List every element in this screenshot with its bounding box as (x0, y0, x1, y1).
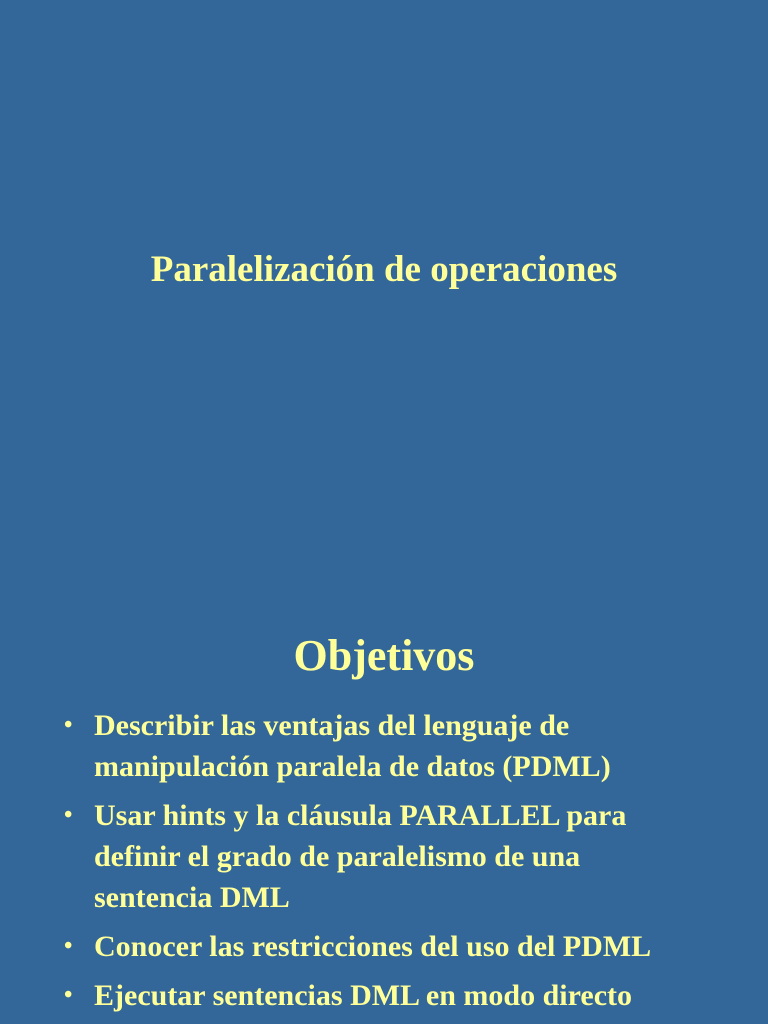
bullet-text (94, 795, 742, 918)
list-item (62, 795, 742, 918)
list-item (62, 975, 742, 1016)
bullet-line: Usar hints y la cláusula PARALLEL para (94, 799, 627, 832)
bullet-line: Describir las ventajas del lenguaje de (94, 709, 570, 742)
bullet-icon: • (64, 712, 73, 738)
slide-title: Paralelización de operaciones (150, 249, 618, 290)
bullet-line: Conocer las restricciones del uso del PDML (94, 930, 652, 963)
bullet-line: sentencia DML (94, 881, 290, 914)
bullet-icon: • (64, 982, 73, 1008)
list-item (62, 705, 742, 787)
bullet-line: definir el grado de paralelismo de una (94, 840, 581, 873)
bullet-line: manipulación paralela de datos (PDML) (94, 750, 611, 783)
bullet-icon: • (64, 802, 73, 828)
bullet-line: Ejecutar sentencias DML en modo directo (94, 979, 632, 1012)
bullet-text (94, 705, 742, 787)
section-title: Objetivos (293, 631, 475, 680)
bullet-text (94, 926, 742, 967)
bullet-text (94, 975, 742, 1016)
list-item (62, 926, 742, 967)
objectives-list (62, 705, 742, 1024)
bullet-icon: • (64, 933, 73, 959)
